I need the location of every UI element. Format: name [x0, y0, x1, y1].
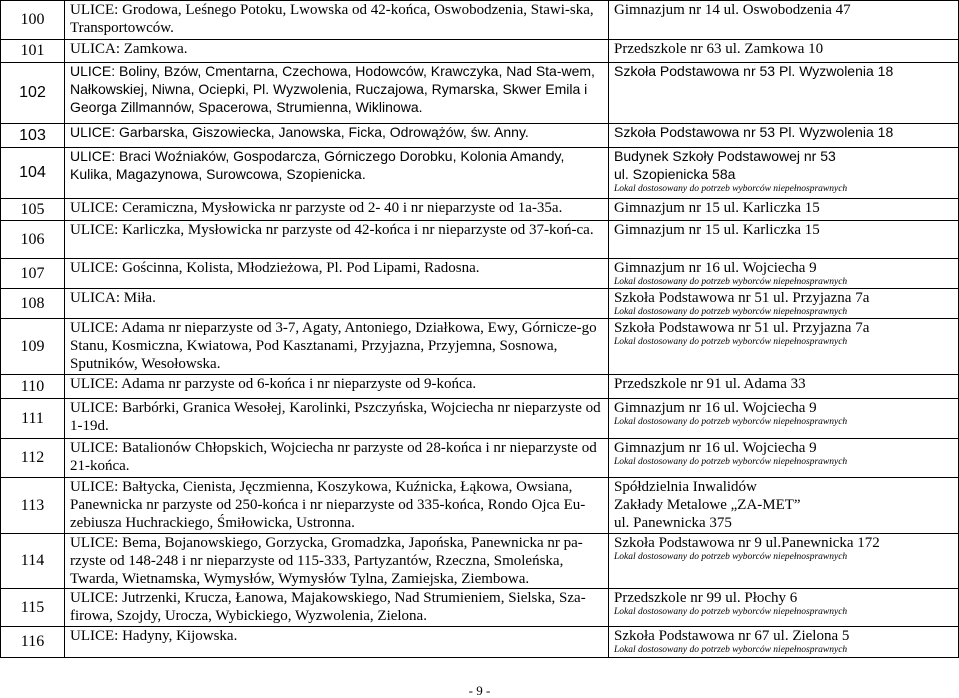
table-row [1, 259, 959, 289]
station-name: Szkoła Podstawowa nr 51 [614, 320, 770, 336]
streets-cell [65, 221, 609, 259]
district-number: 107 [1, 259, 65, 289]
table-row [1, 439, 959, 478]
streets-text: ULICE: Hadyny, Kijowska. [70, 628, 238, 644]
streets-text: ULICE: Grodowa, Leśnego Potoku, Lwowska od 42-końca, Oswobodzenia, Stawi-ska, Transportowców. [70, 2, 594, 36]
polling-station-cell [609, 319, 959, 375]
table-row [1, 399, 959, 439]
accessibility-note: Lokal dostosowany do potrzeb wyborców niepełnosprawnych [614, 417, 848, 427]
streets-text: ULICA: Miła. [70, 290, 156, 306]
station-address: Pl. Wyzwolenia 18 [778, 124, 894, 140]
station-address: ul.Panewnicka 172 [765, 535, 880, 551]
streets-text: ULICE: Boliny, Bzów, Cmentarna, Czechowa, Hodowców, Krawczyka, Nad Sta-wem, Nałkowskiej, Niwna, Ociepki, Pl. Wyzwolenia, Ruczajowa, Rymarska, Skwer Emila i Georga Zillmannów, Spacerowa, Strumienna, Wiklinowa. [70, 63, 595, 115]
streets-cell [65, 534, 609, 589]
district-number: 110 [1, 375, 65, 399]
station-address: ul. Wojciecha 9 [723, 400, 817, 416]
table-row [1, 1, 959, 40]
station-name: Przedszkole nr 91 [614, 376, 722, 392]
streets-cell [65, 259, 609, 289]
station-name: Gimnazjum nr 16 [614, 440, 720, 456]
polling-station-cell [609, 63, 959, 124]
station-name: Gimnazjum nr 14 [614, 2, 720, 18]
district-number: 113 [1, 478, 65, 534]
polling-station-cell [609, 289, 959, 319]
table-row [1, 289, 959, 319]
accessibility-note: Lokal dostosowany do potrzeb wyborców niepełnosprawnych [614, 457, 848, 467]
accessibility-note: Lokal dostosowany do potrzeb wyborców niepełnosprawnych [614, 552, 848, 562]
streets-cell [65, 1, 609, 40]
station-name: Szkoła Podstawowa nr 53 [614, 63, 776, 79]
streets-cell [65, 124, 609, 148]
station-name: Budynek Szkoły Podstawowej nr 53 [614, 148, 836, 164]
station-name: Gimnazjum nr 15 [614, 222, 720, 238]
polling-station-cell [609, 124, 959, 148]
station-name: Gimnazjum nr 16 [614, 400, 720, 416]
accessibility-note: Lokal dostosowany do potrzeb wyborców niepełnosprawnych [614, 184, 848, 194]
district-number: 114 [1, 534, 65, 589]
polling-station-cell [609, 221, 959, 259]
table-row [1, 124, 959, 148]
polling-station-cell [609, 478, 959, 534]
station-address: ul. Zielona 5 [773, 628, 850, 644]
streets-text: ULICE: Batalionów Chłopskich, Wojciecha nr parzyste od 28-końca i nr nieparzyste od 21-końca. [70, 440, 597, 474]
accessibility-note: Lokal dostosowany do potrzeb wyborców niepełnosprawnych [614, 645, 848, 655]
streets-cell [65, 375, 609, 399]
table-row [1, 478, 959, 534]
streets-cell [65, 148, 609, 199]
streets-text: ULICE: Karliczka, Mysłowicka nr parzyste od 42-końca i nr nieparzyste od 37-koń-ca. [70, 222, 594, 238]
station-address: ul. Adama 33 [725, 376, 806, 392]
station-name: Gimnazjum nr 16 [614, 260, 720, 276]
district-number: 111 [1, 399, 65, 439]
table-row [1, 627, 959, 658]
streets-text: ULICE: Garbarska, Giszowiecka, Janowska, Ficka, Odrowążów, św. Anny. [70, 124, 529, 140]
page-number: - 9 - [468, 683, 491, 698]
district-number: 108 [1, 289, 65, 319]
table-row [1, 589, 959, 627]
table-row [1, 199, 959, 221]
streets-text: ULICE: Adama nr parzyste od 6-końca i nr nieparzyste od 9-końca. [70, 376, 477, 392]
accessibility-note: Lokal dostosowany do potrzeb wyborców niepełnosprawnych [614, 607, 848, 617]
streets-text: ULICE: Ceramiczna, Mysłowicka nr parzyste od 2- 40 i nr nieparzyste od 1a-35a. [70, 200, 563, 216]
table-row [1, 375, 959, 399]
polling-station-cell [609, 534, 959, 589]
streets-cell [65, 478, 609, 534]
station-name: Przedszkole nr 99 [614, 590, 722, 606]
polling-station-cell [609, 148, 959, 199]
station-address: ul. Wojciecha 9 [723, 440, 817, 456]
streets-text: ULICE: Bema, Bojanowskiego, Gorzycka, Gromadzka, Japońska, Panewnicka nr pa-rzyste od 148-248 i nr nieparzyste od 115-333, Partyzantów, Rzeczna, Smoleńska, Twarda, Wietnamska, Wymysłów, Wymysłów Tylna, Zamiejska, Ziembowa. [70, 535, 583, 587]
streets-cell [65, 399, 609, 439]
station-address: Pl. Wyzwolenia 18 [778, 63, 894, 79]
district-number: 112 [1, 439, 65, 478]
streets-cell [65, 40, 609, 63]
accessibility-note: Lokal dostosowany do potrzeb wyborców niepełnosprawnych [614, 277, 848, 287]
streets-text: ULICE: Bałtycka, Cienista, Jęczmienna, Koszykowa, Kuźnicka, Łąkowa, Owsiana, Panewnicka nr parzyste od 250-końca i nr nieparzyste od 335-końca, Rondo Ojca Eu-zebiusza Huchrackiego, Śmiłowicka, Ustronna. [70, 479, 586, 531]
table-row [1, 40, 959, 63]
station-address: ul. Wojciecha 9 [723, 260, 817, 276]
streets-text: ULICE: Barbórki, Granica Wesołej, Karolinki, Pszczyńska, Wojciecha nr nieparzyste od 1-19d. [70, 400, 601, 434]
station-address: ul. Przyjazna 7a [773, 290, 870, 306]
table-row [1, 319, 959, 375]
district-number: 105 [1, 199, 65, 221]
streets-cell [65, 627, 609, 658]
streets-text: ULICE: Gościnna, Kolista, Młodzieżowa, Pl. Pod Lipami, Radosna. [70, 260, 480, 276]
polling-station-cell [609, 589, 959, 627]
station-name: Szkoła Podstawowa nr 53 [614, 124, 776, 140]
station-address: ul. Płochy 6 [725, 590, 798, 606]
station-name: Szkoła Podstawowa nr 9 [614, 535, 762, 551]
station-address: ul. Szopienicka 58a [614, 166, 736, 182]
station-address: Zakłady Metalowe „ZA-MET” [614, 497, 801, 513]
streets-cell [65, 289, 609, 319]
station-address: ul. Karliczka 15 [723, 200, 820, 216]
table-row [1, 534, 959, 589]
station-address: ul. Oswobodzenia 47 [723, 2, 851, 18]
polling-station-cell [609, 375, 959, 399]
district-number: 106 [1, 221, 65, 259]
polling-station-cell [609, 627, 959, 658]
station-name: Przedszkole nr 63 [614, 41, 722, 57]
streets-text: ULICE: Jutrzenki, Krucza, Łanowa, Majakowskiego, Nad Strumieniem, Sielska, Sza-firowa, Szojdy, Urocza, Wybickiego, Wyzwolenia, Zielona. [70, 590, 586, 624]
streets-cell [65, 319, 609, 375]
district-number: 104 [1, 148, 65, 199]
accessibility-note: Lokal dostosowany do potrzeb wyborców niepełnosprawnych [614, 307, 848, 317]
polling-station-cell [609, 399, 959, 439]
district-number: 103 [1, 124, 65, 148]
station-name: Szkoła Podstawowa nr 67 [614, 628, 770, 644]
polling-station-cell [609, 259, 959, 289]
streets-text: ULICA: Zamkowa. [70, 41, 188, 57]
polling-station-cell [609, 439, 959, 478]
accessibility-note: Lokal dostosowany do potrzeb wyborców niepełnosprawnych [614, 337, 848, 347]
polling-station-cell [609, 40, 959, 63]
station-address: ul. Karliczka 15 [723, 222, 820, 238]
district-number: 116 [1, 627, 65, 658]
streets-text: ULICE: Adama nr nieparzyste od 3-7, Agaty, Antoniego, Działkowa, Ewy, Górnicze-go Stanu, Kosmiczna, Kwiatowa, Pod Kasztanami, Przyjazna, Przyjemna, Sosnowa, Sputników, Wesołowska. [70, 320, 597, 372]
streets-cell [65, 63, 609, 124]
station-name: Szkoła Podstawowa nr 51 [614, 290, 770, 306]
station-name: Gimnazjum nr 15 [614, 200, 720, 216]
table-row [1, 63, 959, 124]
table-row [1, 221, 959, 259]
district-number: 115 [1, 589, 65, 627]
polling-station-cell [609, 199, 959, 221]
district-number: 101 [1, 40, 65, 63]
polling-station-cell [609, 1, 959, 40]
streets-cell [65, 589, 609, 627]
station-address: ul. Przyjazna 7a [773, 320, 870, 336]
district-number: 102 [1, 63, 65, 124]
district-number: 100 [1, 1, 65, 40]
station-address: ul. Zamkowa 10 [725, 41, 824, 57]
streets-cell [65, 199, 609, 221]
district-number: 109 [1, 319, 65, 375]
streets-cell [65, 439, 609, 478]
table-row [1, 148, 959, 199]
station-name: Spółdzielnia Inwalidów [614, 479, 757, 495]
streets-text: ULICE: Braci Woźniaków, Gospodarcza, Górniczego Dorobku, Kolonia Amandy, Kulika, Magazynowa, Surowcowa, Szopienicka. [70, 148, 565, 182]
station-address-line-2: ul. Panewnicka 375 [614, 515, 732, 531]
